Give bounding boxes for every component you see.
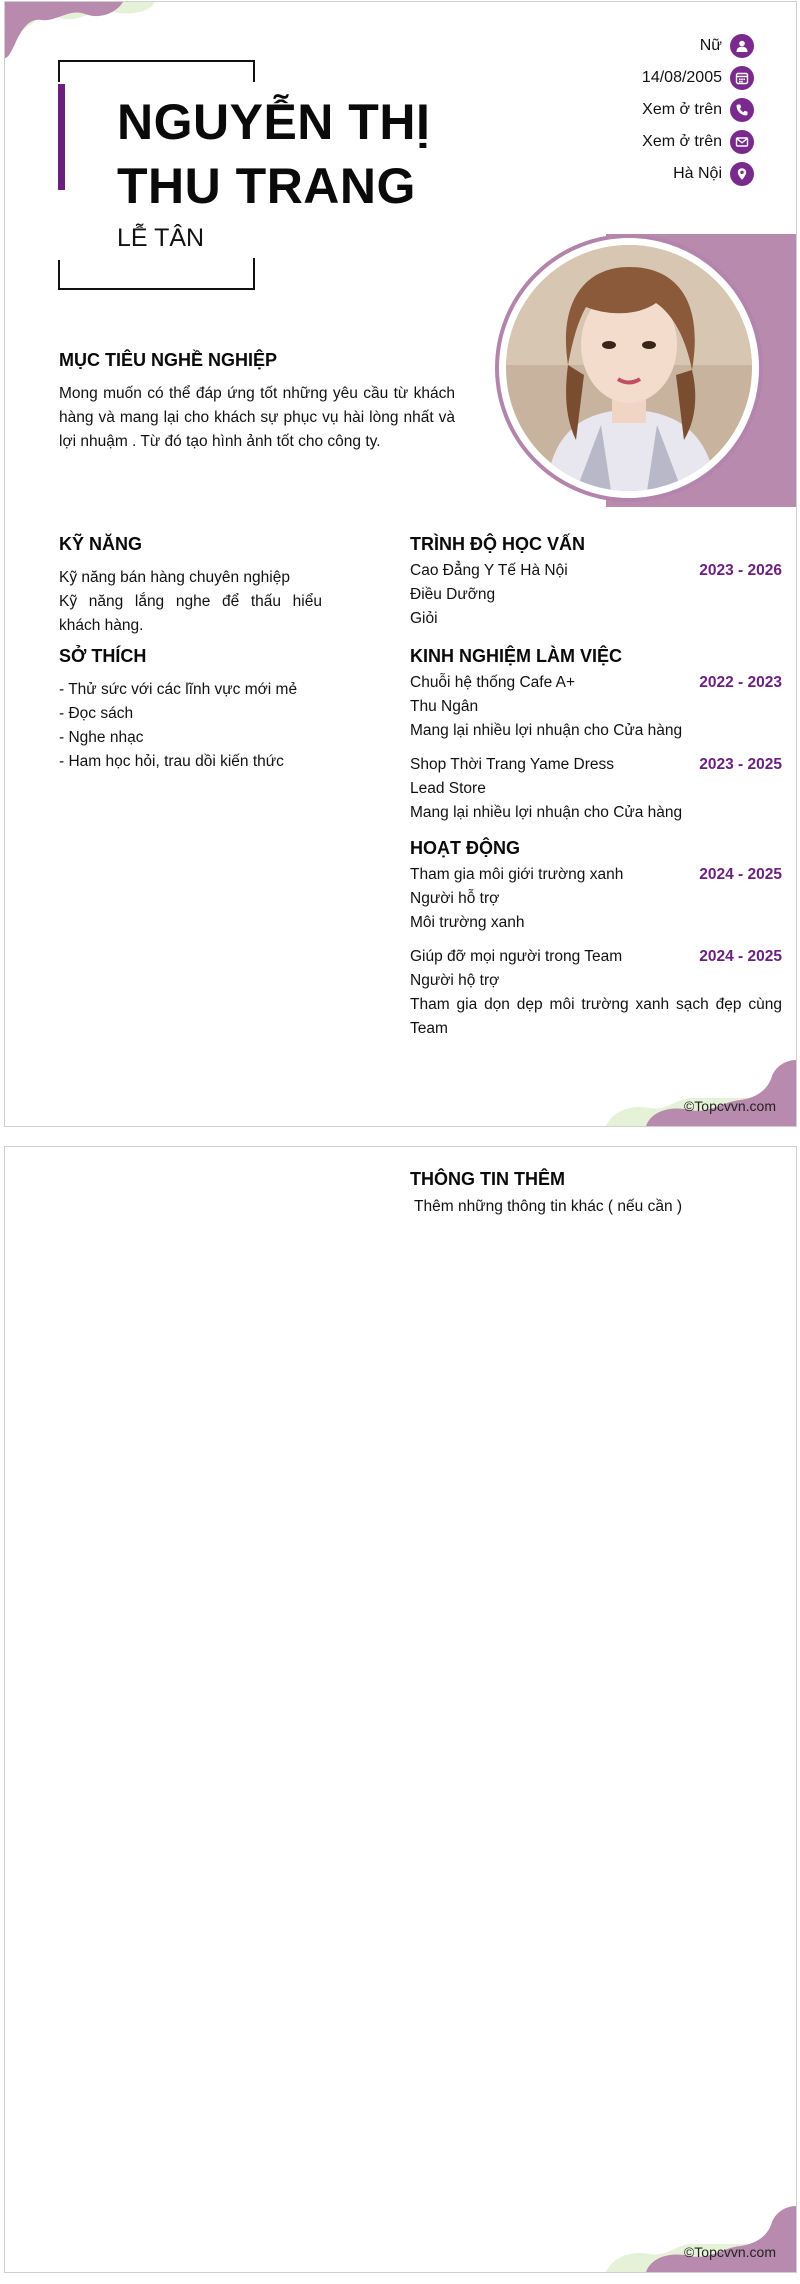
contact-gender [642, 30, 754, 62]
experience-position: Thu Ngân [410, 698, 479, 715]
experience-entry [410, 753, 782, 825]
contact-birthday [642, 62, 754, 94]
experience-description: Mang lại nhiều lợi nhuận cho Cửa hàng [410, 722, 683, 739]
experience-company: Shop Thời Trang Yame Dress [410, 756, 615, 773]
top-left-decoration [5, 2, 175, 62]
activities-title: HOẠT ĐỘNG [410, 838, 520, 858]
mail-icon [730, 130, 754, 154]
contact-email-text: Xem ở trên [642, 133, 722, 150]
phone-icon [730, 98, 754, 122]
activity-role: Người hỗ trợ [410, 890, 500, 907]
activity-description: Môi trường xanh [410, 914, 525, 931]
activity-entry [410, 863, 782, 935]
objective-title: MỤC TIÊU NGHỀ NGHIỆP [59, 350, 278, 370]
cv-page-2 [4, 1146, 797, 2273]
additional-info-title: THÔNG TIN THÊM [410, 1169, 565, 1189]
experience-date: 2022 - 2023 [699, 674, 782, 691]
hobby-item: - Ham học hỏi, trau dồi kiến thức [59, 753, 284, 770]
education-grade: Giỏi [410, 610, 438, 627]
contact-list [642, 30, 754, 190]
hobbies-title: SỞ THÍCH [59, 646, 147, 666]
hobby-item: - Thử sức với các lĩnh vực mới mẻ [59, 681, 298, 698]
experience-description: Mang lại nhiều lợi nhuận cho Cửa hàng [410, 804, 683, 821]
hobby-item: - Nghe nhạc [59, 729, 144, 746]
skill-item: Kỹ năng bán hàng chuyên nghiệp [59, 569, 290, 586]
experience-position: Lead Store [410, 780, 486, 797]
experience-company: Chuỗi hệ thống Cafe A+ [410, 674, 576, 691]
education-major: Điều Dưỡng [410, 586, 496, 603]
contact-phone-text: Xem ở trên [642, 101, 722, 118]
hobby-item: - Đọc sách [59, 705, 134, 722]
watermark: ©Topcvvn.com [683, 2244, 776, 2260]
full-name: NGUYỄN THỊ THU TRANG [117, 94, 431, 214]
contact-email [642, 126, 754, 158]
contact-address-text: Hà Nội [673, 165, 722, 182]
activity-role: Người hộ trợ [410, 972, 500, 989]
experience-date: 2023 - 2025 [699, 756, 782, 773]
activity-name: Tham gia môi giới trường xanh [410, 866, 624, 883]
experience-title: KINH NGHIỆM LÀM VIỆC [410, 646, 623, 666]
contact-gender-text: Nữ [699, 37, 722, 54]
contact-address [642, 158, 754, 190]
activity-entry [410, 945, 782, 1041]
activity-name: Giúp đỡ mọi người trong Team [410, 948, 623, 965]
location-pin-icon [730, 162, 754, 186]
watermark: ©Topcvvn.com [683, 1098, 776, 1114]
user-icon [730, 34, 754, 58]
calendar-icon [730, 66, 754, 90]
skill-item: Kỹ năng lắng nghe để thấu hiểu khách hàng. [59, 593, 322, 634]
activity-date: 2024 - 2025 [699, 866, 782, 883]
experience-entry [410, 671, 782, 743]
activity-description: Tham gia dọn dẹp môi trường xanh sạch đẹp cùng Team [410, 996, 782, 1037]
job-title: LỄ TÂN [117, 224, 205, 252]
cv-page-1 [4, 1, 797, 1127]
education-entry [410, 559, 782, 631]
bottom-right-decoration [606, 1060, 796, 1126]
education-title: TRÌNH ĐỘ HỌC VẤN [410, 534, 585, 554]
profile-photo [506, 245, 752, 491]
education-school: Cao Đẳng Y Tế Hà Nội [410, 562, 568, 579]
accent-bar [58, 84, 65, 190]
bottom-right-decoration [606, 2206, 796, 2272]
activity-date: 2024 - 2025 [699, 948, 782, 965]
contact-birthday-text: 14/08/2005 [641, 69, 722, 86]
additional-info-text: Thêm những thông tin khác ( nếu cần ) [410, 1198, 683, 1215]
contact-phone [642, 94, 754, 126]
skills-title: KỸ NĂNG [59, 534, 143, 554]
objective-text: Mong muốn có thể đáp ứng tốt những yêu cầu từ khách hàng và mang lại cho khách sự phục vụ hài lòng nhất và lợi nhuậm . Từ đó tạo hình ảnh tốt cho công ty. [59, 385, 455, 450]
education-date: 2023 - 2026 [699, 562, 782, 579]
